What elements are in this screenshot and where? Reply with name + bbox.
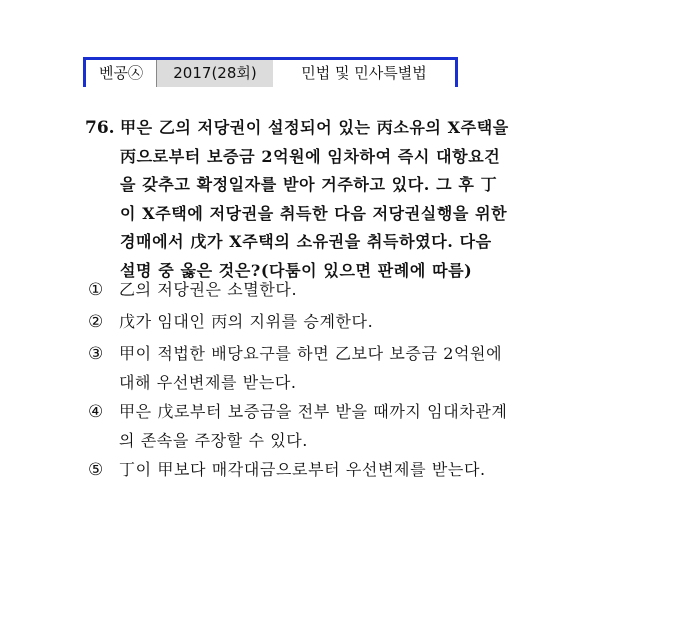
option-line: 戊가 임대인 丙의 지위를 승계한다. xyxy=(119,312,374,331)
question-line: 을 갖추고 확정일자를 받아 거주하고 있다. 그 후 丁 xyxy=(120,175,498,194)
option-text xyxy=(119,398,568,455)
option-marker: ② xyxy=(88,312,104,332)
subject-code: 벤공㉦ xyxy=(86,60,156,87)
option-marker: ① xyxy=(88,280,104,300)
option-text xyxy=(119,456,568,485)
option-4[interactable] xyxy=(88,398,568,455)
option-marker: ③ xyxy=(88,344,104,364)
question-stem xyxy=(120,114,565,285)
option-line: 乙의 저당권은 소멸한다. xyxy=(119,280,298,299)
option-line: 의 존속을 주장할 수 있다. xyxy=(119,430,308,450)
option-text xyxy=(119,340,568,397)
question-number: 76. xyxy=(85,118,115,138)
exam-header xyxy=(83,57,458,87)
exam-year-round: 2017(28회) xyxy=(157,60,273,87)
option-text xyxy=(119,308,568,337)
question-line: 甲은 乙의 저당권이 설정되어 있는 丙소유의 X주택을 xyxy=(120,118,509,137)
option-line: 甲이 적법한 배당요구를 하면 乙보다 보증금 2억원에 xyxy=(119,344,503,363)
option-line: 甲은 戊로부터 보증금을 전부 받을 때까지 임대차관계 xyxy=(119,402,508,421)
header-right-rule xyxy=(455,57,458,87)
option-line: 대해 우선변제를 받는다. xyxy=(119,372,297,392)
option-3[interactable] xyxy=(88,340,568,397)
option-marker: ④ xyxy=(88,402,104,422)
option-5[interactable] xyxy=(88,456,568,485)
question-line: 경매에서 戊가 X주택의 소유권을 취득하였다. 다음 xyxy=(120,232,492,251)
option-line: 丁이 甲보다 매각대금으로부터 우선변제를 받는다. xyxy=(119,460,486,479)
question-line: 이 X주택에 저당권을 취득한 다음 저당권실행을 위한 xyxy=(120,203,508,223)
question-line: 설명 중 옳은 것은?(다툼이 있으면 판례에 따름) xyxy=(120,260,473,280)
subject-name: 민법 및 민사특별법 xyxy=(273,60,455,87)
option-marker: ⑤ xyxy=(88,460,104,480)
question-line: 丙으로부터 보증금 2억원에 임차하여 즉시 대항요건 xyxy=(120,146,501,166)
option-1[interactable] xyxy=(88,276,568,305)
option-2[interactable] xyxy=(88,308,568,337)
option-text xyxy=(119,276,568,305)
